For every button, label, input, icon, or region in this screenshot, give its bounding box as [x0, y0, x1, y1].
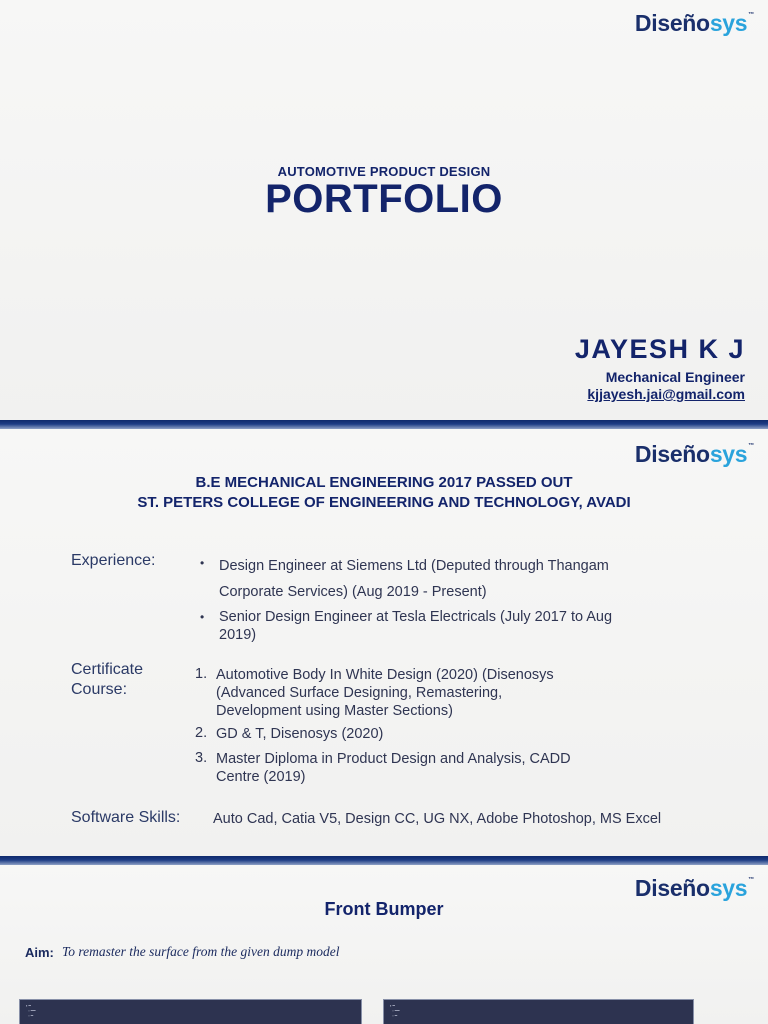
cover-slide — [0, 0, 768, 420]
cad-tree-icon: ▪ ━ ▫ ━━ ▫ ━ — [390, 1003, 400, 1018]
aim-text: To remaster the surface from the given dump model — [62, 944, 340, 959]
disenosys-logo: Diseñosys™ — [634, 875, 754, 901]
bullet-marker: • — [200, 610, 205, 624]
degree-heading: B.E MECHANICAL ENGINEERING 2017 PASSED OUT — [195, 474, 573, 491]
disenosys-logo: Diseñosys™ — [634, 10, 754, 36]
slide-divider — [0, 420, 768, 429]
cad-tree-icon: ▪ ━ ▫ ━━ ▫ ━ — [26, 1003, 36, 1018]
software-list: Auto Cad, Catia V5, Design CC, UG NX, Adobe Photoshop, MS Excel — [213, 811, 662, 827]
certificate-label: Certificate Course: — [71, 661, 144, 698]
cad-screenshot-left — [19, 999, 362, 1024]
certificate-item: Automotive Body In White Design (2020) (Disenosys (Advanced Surface Designing, Remastering, Development using Master Sections) — [216, 667, 554, 719]
list-number: 3. — [195, 750, 208, 766]
list-number: 2. — [195, 725, 208, 741]
disenosys-logo: Diseñosys™ — [634, 441, 754, 467]
bumper-outline-icon — [270, 1016, 330, 1024]
experience-label: Experience: — [71, 552, 156, 569]
author-name: JAYESH K J — [574, 334, 745, 364]
profile-slide — [0, 429, 768, 856]
software-label: Software Skills: — [71, 809, 181, 826]
certificate-item: GD & T, Disenosys (2020) — [216, 726, 384, 742]
experience-item: Senior Design Engineer at Tesla Electricals (July 2017 to Aug 2019) — [219, 609, 613, 643]
experience-item: Design Engineer at Siemens Ltd (Deputed through Thangam Corporate Services) (Aug 2019 - Present) — [219, 558, 609, 600]
certificate-item: Master Diploma in Product Design and Analysis, CADD Centre (2019) — [216, 751, 571, 785]
cover-title: PORTFOLIO — [265, 177, 503, 221]
cad-screenshot-right — [383, 999, 694, 1024]
aim-label: Aim: — [25, 945, 54, 960]
project-slide — [0, 865, 768, 1024]
author-email-link[interactable]: kjjayesh.jai@gmail.com — [587, 386, 745, 402]
list-number: 1. — [195, 666, 208, 682]
bullet-marker: • — [200, 556, 205, 570]
college-heading: ST. PETERS COLLEGE OF ENGINEERING AND TECHNOLOGY, AVADI — [137, 494, 631, 511]
project-title: Front Bumper — [324, 899, 444, 919]
slide-divider — [0, 856, 768, 865]
cover-subtitle: AUTOMOTIVE PRODUCT DESIGN — [277, 164, 491, 179]
author-role: Mechanical Engineer — [605, 369, 745, 385]
